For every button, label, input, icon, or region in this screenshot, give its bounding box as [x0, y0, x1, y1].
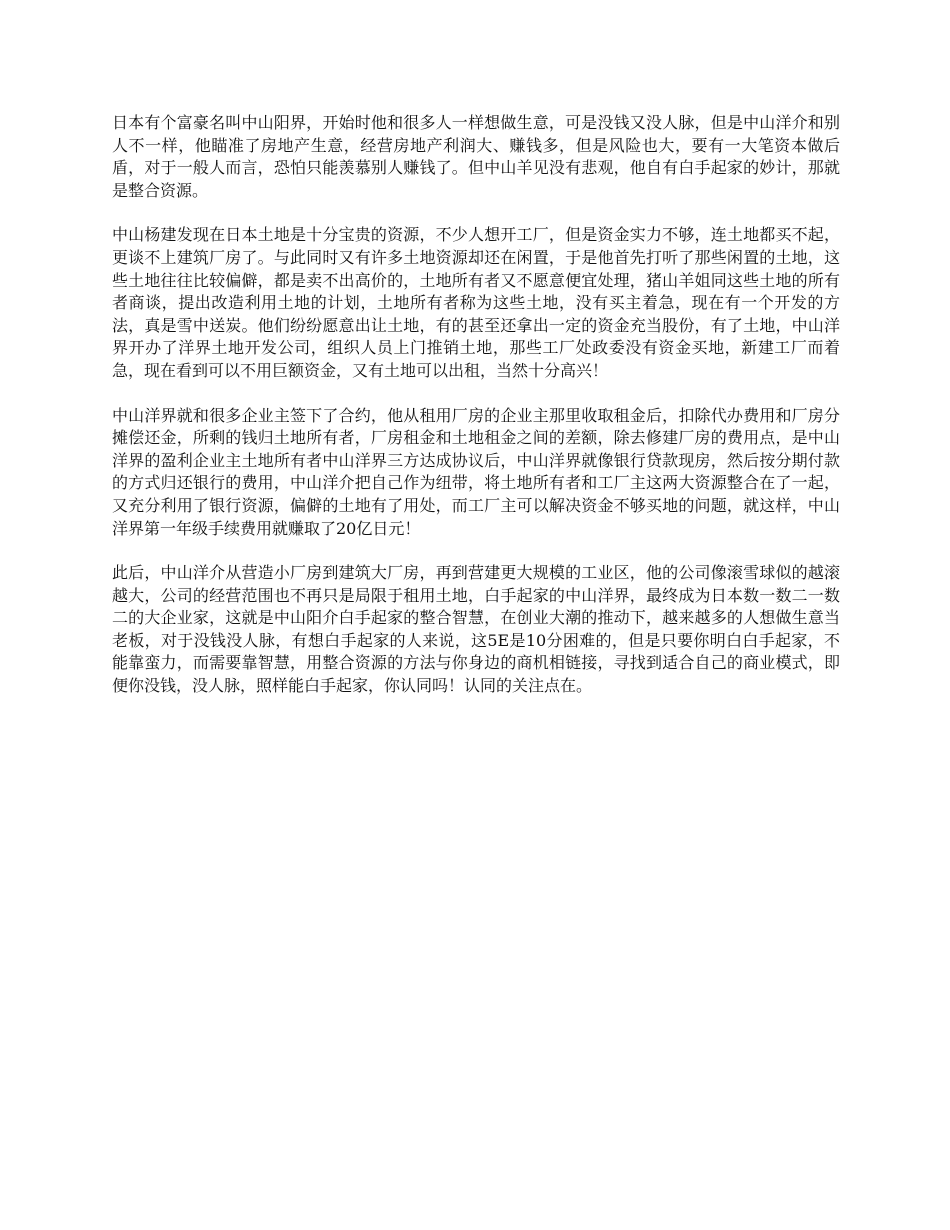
paragraph-3: 中山洋界就和很多企业主签下了合约，他从租用厂房的企业主那里收取租金后，扣除代办费用和厂房分摊偿还金，所剩的钱归土地所有者，厂房租金和土地租金之间的差额，除去修建厂房的费用点，是中山洋界的盈利企业主土地所有者中山洋界三方达成协议后，中山洋界就像银行贷款现房，然后按分期付款的方式归还银行的费用，中山洋介把自己作为纽带，将土地所有者和工厂主这两大资源整合在了一起，又充分利用了银行资源，偏僻的土地有了用处，而工厂主可以解决资金不够买地的问题，就这样，中山洋界第一年级手续费用就赚取了20亿日元！ [112, 405, 840, 538]
paragraph-2: 中山杨建发现在日本土地是十分宝贵的资源，不少人想开工厂，但是资金实力不够，连土地都买不起，更谈不上建筑厂房了。与此同时又有许多土地资源却还在闲置，于是他首先打听了那些闲置的土地，这些土地往往比较偏僻，都是卖不出高价的，土地所有者又不愿意便宜处理，猪山羊姐同这些土地的所有者商谈，提出改造利用土地的计划，土地所有者称为这些土地，没有买主着急，现在有一个开发的方法，真是雪中送炭。他们纷纷愿意出让土地，有的甚至还拿出一定的资金充当股份，有了土地，中山洋界开办了洋界土地开发公司，组织人员上门推销土地，那些工厂处政委没有资金买地，新建工厂而着急，现在看到可以不用巨额资金，又有土地可以出租，当然十分高兴！ [112, 225, 840, 380]
paragraph-1: 日本有个富豪名叫中山阳界，开始时他和很多人一样想做生意，可是没钱又没人脉，但是中山洋介和别人不一样，他瞄准了房地产生意，经营房地产利润大、赚钱多，但是风险也大，要有一大笔资本做后盾，对于一般人而言，恐怕只能羡慕别人赚钱了。但中山羊见没有悲观，他自有白手起家的妙计，那就是整合资源。 [112, 113, 840, 200]
paragraph-4: 此后，中山洋介从营造小厂房到建筑大厂房，再到营建更大规模的工业区，他的公司像滚雪球似的越滚越大，公司的经营范围也不再只是局限于租用土地，白手起家的中山洋界，最终成为日本数一数二一数二的大企业家，这就是中山阳介白手起家的整合智慧，在创业大潮的推动下，越来越多的人想做生意当老板，对于没钱没人脉，有想白手起家的人来说，这5E是10分困难的，但是只要你明白白手起家，不能靠蛮力，而需要靠智慧，用整合资源的方法与你身边的商机相链接，寻找到适合自己的商业模式，即便你没钱，没人脉，照样能白手起家，你认同吗！认同的关注点在。 [112, 563, 840, 696]
document-body [112, 112, 840, 720]
